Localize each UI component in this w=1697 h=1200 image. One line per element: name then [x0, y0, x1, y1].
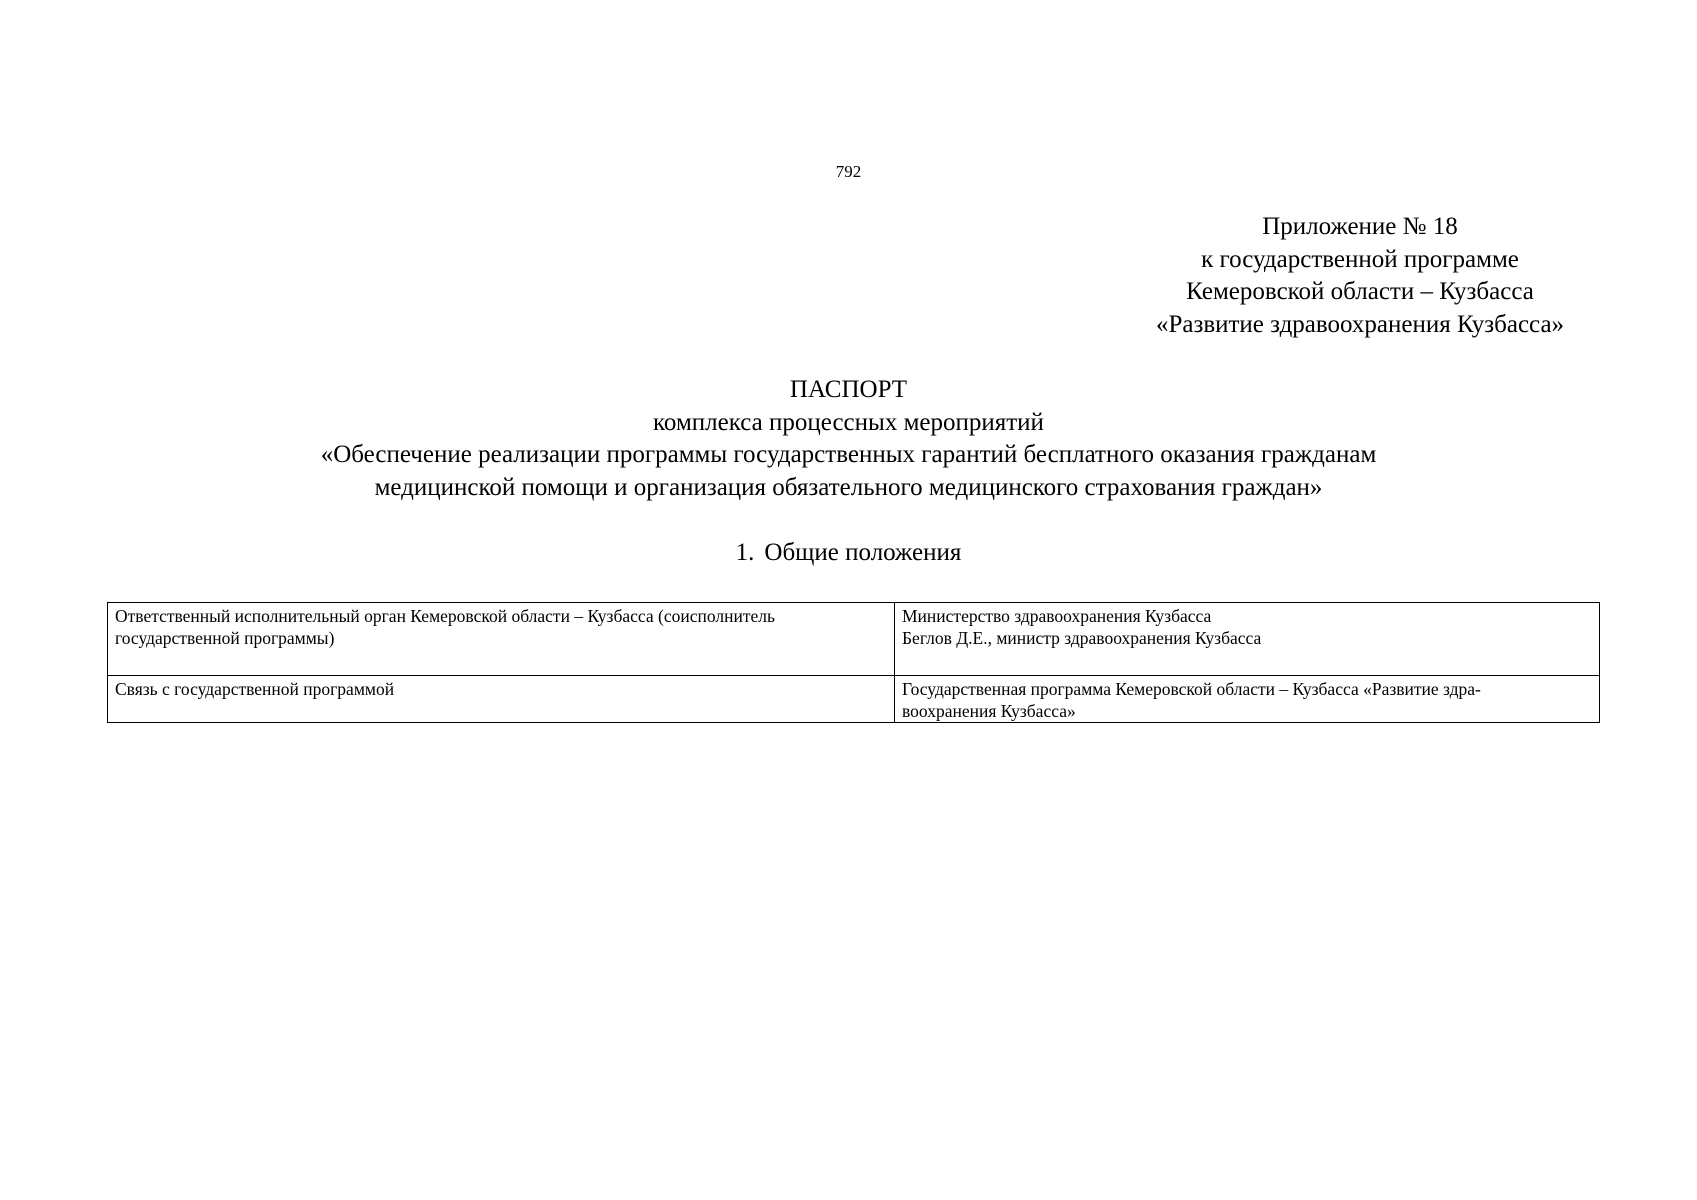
cell-text: Связь с государственной программой	[115, 679, 395, 699]
section-heading	[0, 537, 1697, 569]
passport-header	[0, 374, 1697, 504]
section-number: 1.	[735, 539, 755, 566]
appendix-line: к государственной программе	[1201, 245, 1519, 273]
cell-text: государственной программы)	[115, 628, 335, 648]
cell-text: воохранения Кузбасса»	[902, 701, 1076, 721]
cell-text: Государственная программа Кемеровской области – Кузбасса «Развитие здра-	[902, 679, 1481, 699]
row-label-cell	[108, 603, 895, 676]
passport-name-line: медицинской помощи и организация обязательного медицинского страхования граждан»	[374, 473, 1323, 501]
row-label-cell	[108, 676, 895, 723]
cell-text: Ответственный исполнительный орган Кемеровской области – Кузбасса (соисполнитель	[115, 606, 775, 626]
appendix-line: Кемеровской области – Кузбасса	[1186, 278, 1534, 305]
appendix-heading	[1100, 211, 1620, 341]
general-provisions-table	[107, 602, 1600, 723]
table-row	[108, 676, 1600, 723]
passport-subtitle: комплекса процессных мероприятий	[653, 408, 1044, 436]
row-value-cell	[895, 676, 1600, 723]
row-value-cell	[895, 603, 1600, 676]
appendix-line: «Развитие здравоохранения Кузбасса»	[1155, 310, 1565, 338]
passport-title: ПАСПОРТ	[789, 376, 908, 403]
cell-text: Министерство здравоохранения Кузбасса	[902, 606, 1212, 626]
cell-text: Беглов Д.Е., министр здравоохранения Кузбасса	[902, 628, 1262, 648]
passport-name-line: «Обеспечение реализации программы государственных гарантий бесплатного оказания гражданам	[320, 441, 1377, 468]
page-number: 792	[835, 162, 862, 181]
appendix-line: Приложение № 18	[1262, 213, 1458, 240]
section-title: Общие положения	[764, 539, 962, 566]
table-row	[108, 603, 1600, 676]
